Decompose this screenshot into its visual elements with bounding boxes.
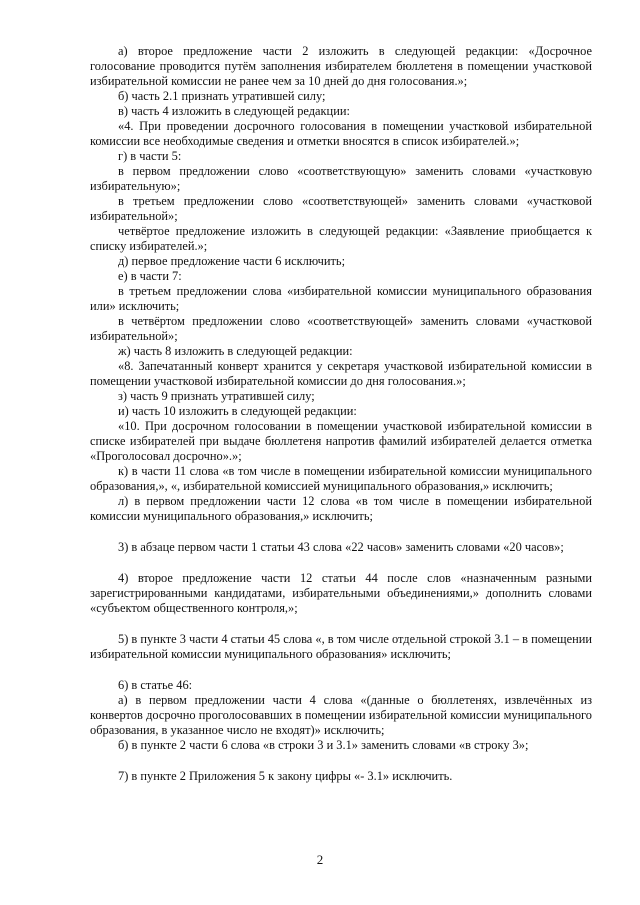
item-5: 5) в пункте 3 части 4 статьи 45 слова «, в том числе отдельной строкой 3.1 – в помещении избирательной комиссии муниципального образования» исключить;: [90, 632, 592, 661]
amendment-a: а) второе предложение части 2 изложить в следующей редакции: «Досрочное голосование проводится путём заполнения избирателем бюллетеня в помещении участковой избирательной комиссии не ранее чем за 10 дней до дня голосования.»;: [90, 44, 592, 88]
amendment-v: в) часть 4 изложить в следующей редакции:: [118, 104, 350, 118]
amendment-e-1: в третьем предложении слова «избирательной комиссии муниципального образования или» исключить;: [90, 284, 592, 313]
item-6-a: а) в первом предложении части 4 слова «(данные о бюллетенях, извлечённых из конвертов досрочно проголосовавших в помещении избирательной комиссии муниципального образования, в указанное число не входят)» исключить;: [90, 693, 592, 737]
amendment-z: з) часть 9 признать утратившей силу;: [118, 389, 315, 403]
amendment-v-text: «4. При проведении досрочного голосования в помещении участковой избирательной комиссии все необходимые сведения и отметки вносятся в список избирателей.»;: [90, 119, 592, 148]
item-4: 4) второе предложение части 12 статьи 44 после слов «назначенным разными зарегистрированными кандидатами, избирательными объединениями,» дополнить словами «субъектом общественного контроля,»;: [90, 571, 592, 615]
page-number: 2: [316, 852, 324, 867]
amendment-g: г) в части 5:: [118, 149, 182, 163]
amendment-zh-text: «8. Запечатанный конверт хранится у секретаря участковой избирательной комиссии в помещении участковой избирательной комиссии до дня голосования.»;: [90, 359, 592, 388]
amendment-i-text: «10. При досрочном голосовании в помещении участковой избирательной комиссии в списке избирателей при выдаче бюллетеня напротив фамилий избирателей делается отметка «Проголосовал досрочно».»;: [90, 419, 592, 463]
amendment-zh: ж) часть 8 изложить в следующей редакции:: [118, 344, 353, 358]
amendment-g-1: в первом предложении слово «соответствующую» заменить словами «участковую избирательную»;: [90, 164, 592, 193]
item-6: 6) в статье 46:: [118, 678, 193, 692]
amendment-i: и) часть 10 изложить в следующей редакции:: [118, 404, 357, 418]
item-3: 3) в абзаце первом части 1 статьи 43 слова «22 часов» заменить словами «20 часов»;: [118, 540, 564, 554]
amendment-g-3: четвёртое предложение изложить в следующей редакции: «Заявление приобщается к списку избирателей.»;: [90, 224, 592, 253]
amendment-g-2: в третьем предложении слово «соответствующей» заменить словами «участковой избирательной»;: [90, 194, 592, 223]
item-6-b: б) в пункте 2 части 6 слова «в строки 3 и 3.1» заменить словами «в строку 3»;: [118, 738, 529, 752]
amendment-l: л) в первом предложении части 12 слова «в том числе в помещении избирательной комиссии муниципального образования,» исключить;: [90, 494, 592, 523]
amendment-d: д) первое предложение части 6 исключить;: [118, 254, 346, 268]
amendment-k: к) в части 11 слова «в том числе в помещении избирательной комиссии муниципального образования,», «, избирательной комиссией муниципального образования,» исключить;: [90, 464, 592, 493]
amendment-b: б) часть 2.1 признать утратившей силу;: [118, 89, 326, 103]
amendment-e-2: в четвёртом предложении слово «соответствующей» заменить словами «участковой избирательной»;: [90, 314, 592, 343]
item-7: 7) в пункте 2 Приложения 5 к закону цифры «- 3.1» исключить.: [118, 769, 453, 783]
amendment-e: е) в части 7:: [118, 269, 182, 283]
